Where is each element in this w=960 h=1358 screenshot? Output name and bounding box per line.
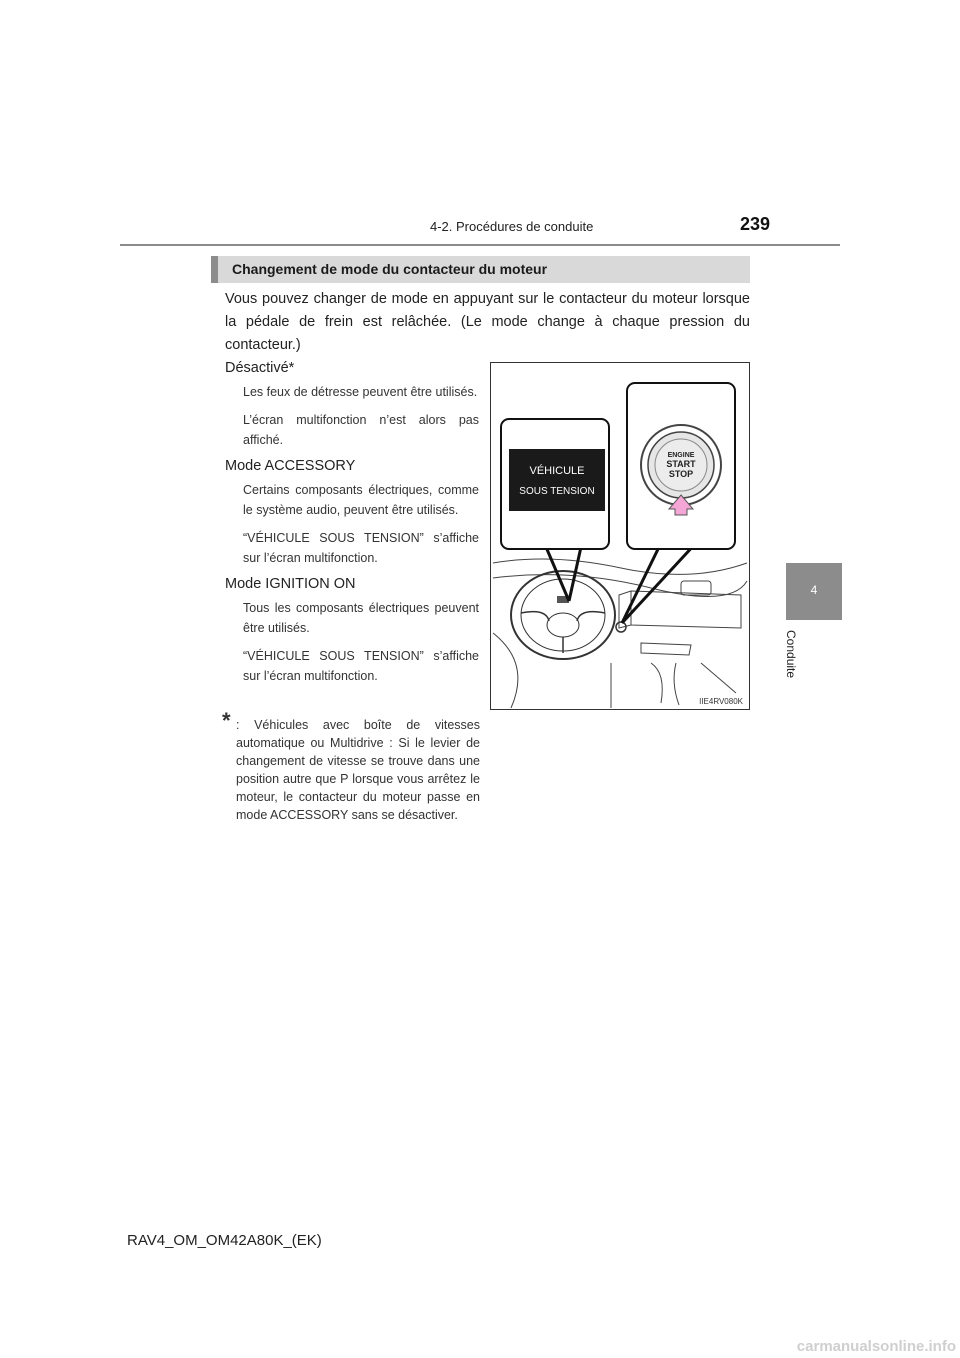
button-text-line2: START: [666, 459, 696, 469]
watermark: [675, 1334, 960, 1358]
button-text-line1: ENGINE: [667, 452, 695, 459]
mode-title-accessory: Mode ACCESSORY: [225, 458, 356, 474]
section-heading-bar: [211, 256, 750, 283]
chapter-tab-label: Conduite: [784, 630, 798, 679]
intro-paragraph: Vous pouvez changer de mode en appuyant sur le contacteur du moteur lorsque la pédale de frein est relâchée. (Le mode change à chaque pression du contacteur.): [225, 291, 750, 353]
chapter-tab[interactable]: [786, 563, 842, 620]
mode-desc: “VÉHICULE SOUS TENSION” s’affiche sur l’écran multifonction.: [243, 531, 479, 565]
footnote-marker: *: [222, 708, 231, 733]
chapter-tab-number: 4: [810, 583, 818, 597]
page-number: 239: [740, 214, 771, 234]
figure-code: IIE4RV080K: [699, 697, 743, 706]
mode-title-ignition-on: Mode IGNITION ON: [225, 576, 356, 592]
dashboard-drawing: [491, 363, 749, 709]
mode-title-off: Désactivé*: [225, 360, 295, 376]
button-text-line3: STOP: [668, 469, 694, 479]
display-text-line1: VÉHICULE: [529, 465, 585, 477]
footnote-text: : Véhicules avec boîte de vitesses automatique ou Multidrive : Si le levier de changement de vitesse se trouve dans une position autre que P lorsque vous arrêtez le moteur, le contacteur du moteur passe en mode ACCESSORY sans se désactiver.: [236, 718, 480, 822]
mode-desc: Certains composants électriques, comme le système audio, peuvent être utilisés.: [243, 483, 479, 517]
section-heading: Changement de mode du contacteur du moteur: [232, 261, 548, 277]
document-id: RAV4_OM_OM42A80K_(EK): [127, 1232, 322, 1249]
header-rule: [120, 244, 840, 246]
watermark-text: carmanualsonline.info: [796, 1338, 956, 1355]
footnote: [222, 708, 480, 824]
dashboard-illustration: [490, 362, 750, 710]
mode-desc: “VÉHICULE SOUS TENSION” s’affiche sur l’écran multifonction.: [243, 649, 479, 683]
mode-desc: Tous les composants électriques peuvent être utilisés.: [243, 601, 479, 635]
display-text-line2: SOUS TENSION: [519, 486, 595, 497]
mode-desc: L’écran multifonction n’est alors pas affiché.: [243, 413, 479, 447]
chapter-tab-label-wrap: [776, 630, 816, 690]
mode-list: [225, 358, 479, 694]
header-section-title: 4-2. Procédures de conduite: [430, 219, 594, 234]
mode-desc: Les feux de détresse peuvent être utilisés.: [243, 385, 478, 399]
